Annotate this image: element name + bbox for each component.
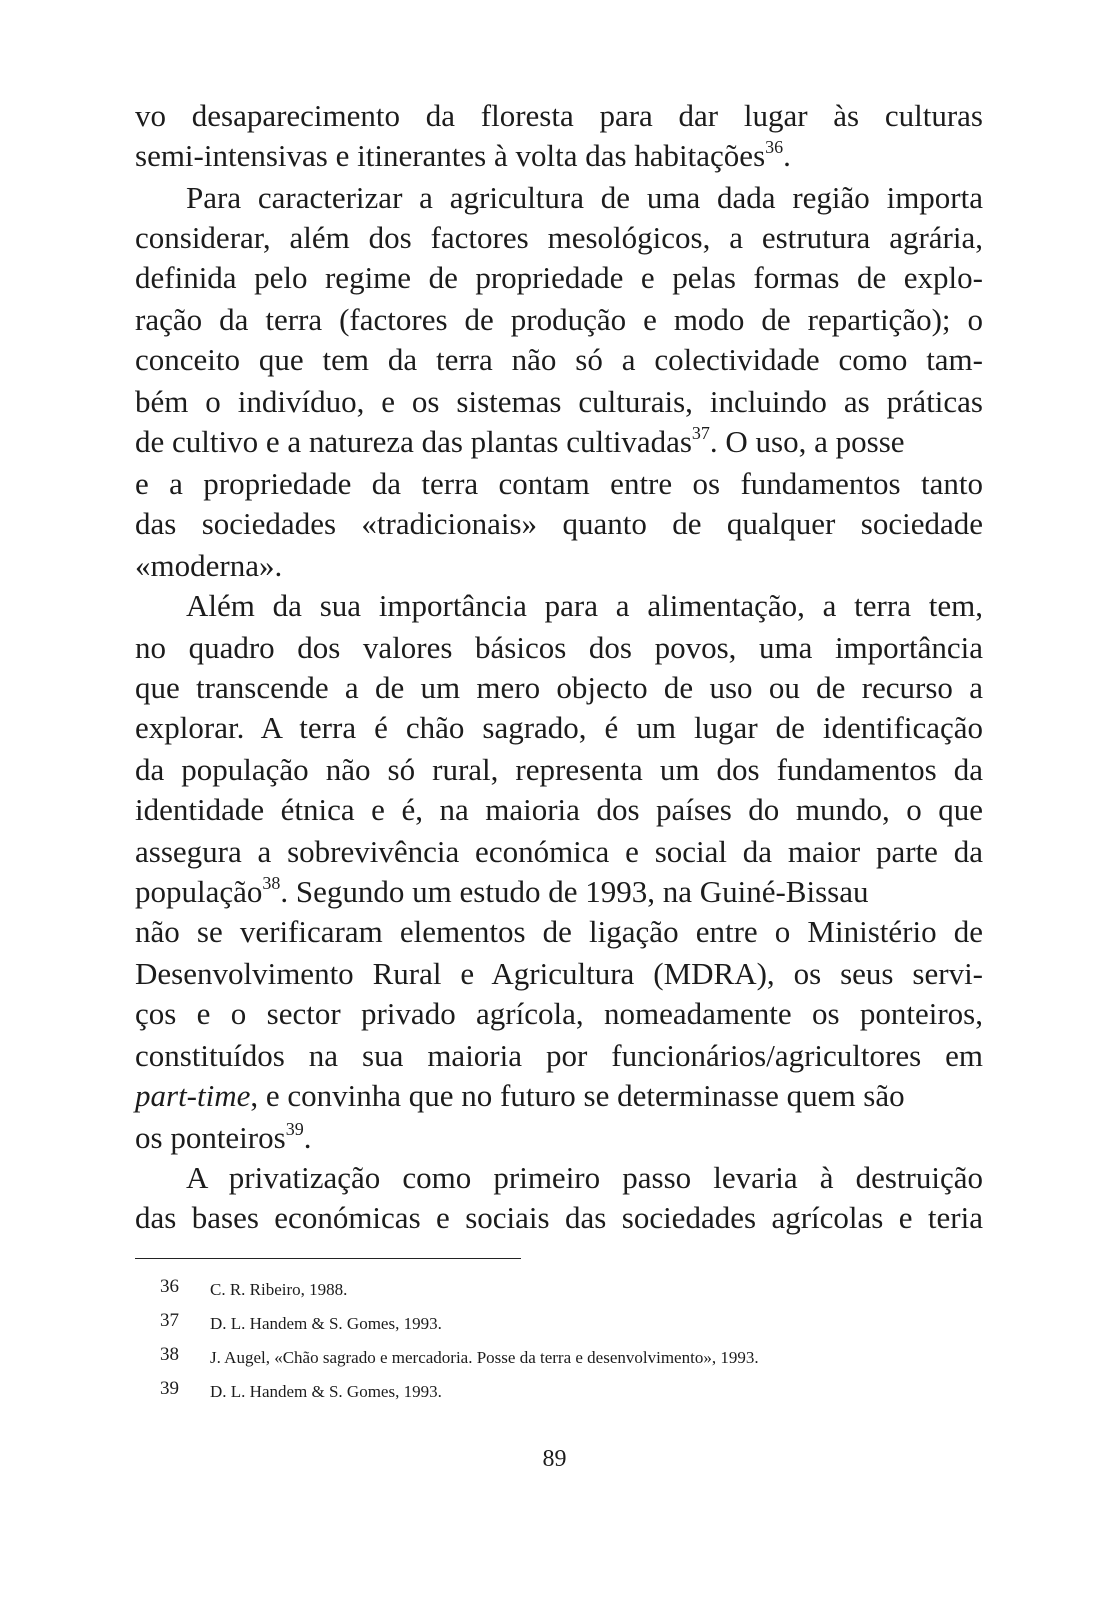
body-line: no quadro dos valores básicos dos povos, uma importância	[135, 630, 983, 665]
body-line: explorar. A terra é chão sagrado, é um lugar de identificação	[135, 710, 983, 745]
footnote-marker: 38	[262, 872, 281, 893]
body-line: Desenvolvimento Rural e Agricultura (MDRA), os seus servi-	[135, 956, 983, 991]
body-line: e a propriedade da terra contam entre os fundamentos tanto	[135, 466, 983, 501]
footnote-marker: 36	[765, 136, 784, 157]
body-line: que transcende a de um mero objecto de uso ou de recurso a	[135, 670, 983, 705]
footnote-number: 36	[160, 1276, 179, 1297]
body-line: assegura a sobrevivência económica e social da maior parte da	[135, 834, 983, 869]
body-line: bém o indivíduo, e os sistemas culturais, incluindo as práticas	[135, 384, 983, 419]
footnote	[160, 1278, 347, 1302]
body-line: Além da sua importância para a alimentação, a terra tem,	[186, 588, 983, 623]
body-line: definida pelo regime de propriedade e pelas formas de explo-	[135, 260, 983, 295]
body-line: ços e o sector privado agrícola, nomeadamente os ponteiros,	[135, 996, 983, 1031]
body-line: semi-intensivas e itinerantes à volta das habitações$^{36}$.	[135, 136, 791, 173]
body-line: ração da terra (factores de produção e modo de repartição); o	[135, 302, 983, 337]
body-line: não se verificaram elementos de ligação entre o Ministério de	[135, 914, 983, 949]
footnote-text: D. L. Handem & S. Gomes, 1993.	[210, 1314, 442, 1333]
body-line: os ponteiros$^{39}$.	[135, 1118, 312, 1155]
body-line: de cultivo e a natureza das plantas cultivadas$^{37}$. O uso, a posse	[135, 422, 905, 459]
body-line: identidade étnica e é, na maioria dos países do mundo, o que	[135, 792, 983, 827]
body-line: A privatização como primeiro passo levaria à destruição	[186, 1160, 983, 1195]
footnote-text: C. R. Ribeiro, 1988.	[210, 1280, 348, 1299]
footnote-separator	[135, 1258, 521, 1259]
body-line: conceito que tem da terra não só a colectividade como tam-	[135, 342, 983, 377]
footnote-number: 37	[160, 1310, 179, 1331]
footnote-marker: 39	[285, 1118, 304, 1139]
footnote	[160, 1380, 442, 1404]
footnote-text: D. L. Handem & S. Gomes, 1993.	[210, 1382, 442, 1401]
footnote-number: 38	[160, 1344, 179, 1365]
italic-term: part-time	[135, 1078, 251, 1113]
footnote	[160, 1312, 442, 1336]
body-line: das bases económicas e sociais das sociedades agrícolas e teria	[135, 1200, 983, 1235]
body-line: vo desaparecimento da floresta para dar lugar às culturas	[135, 98, 983, 133]
body-line: part-time, e convinha que no futuro se determinasse quem são	[135, 1078, 905, 1113]
body-line: Para caracterizar a agricultura de uma dada região importa	[186, 180, 983, 215]
footnote-marker: 37	[691, 422, 710, 443]
page-number: 89	[542, 1446, 567, 1472]
body-line: «moderna».	[135, 548, 283, 583]
body-line: da população não só rural, representa um dos fundamentos da	[135, 752, 983, 787]
footnote-number: 39	[160, 1378, 179, 1399]
footnote	[160, 1346, 759, 1370]
body-line: constituídos na sua maioria por funcionários/agricultores em	[135, 1038, 983, 1073]
body-line: das sociedades «tradicionais» quanto de qualquer sociedade	[135, 506, 983, 541]
body-line: população$^{38}$. Segundo um estudo de 1993, na Guiné-Bissau	[135, 872, 869, 909]
body-line: considerar, além dos factores mesológicos, a estrutura agrária,	[135, 220, 983, 255]
footnote-text: J. Augel, «Chão sagrado e mercadoria. Posse da terra e desenvolvimento», 1993.	[210, 1348, 759, 1367]
